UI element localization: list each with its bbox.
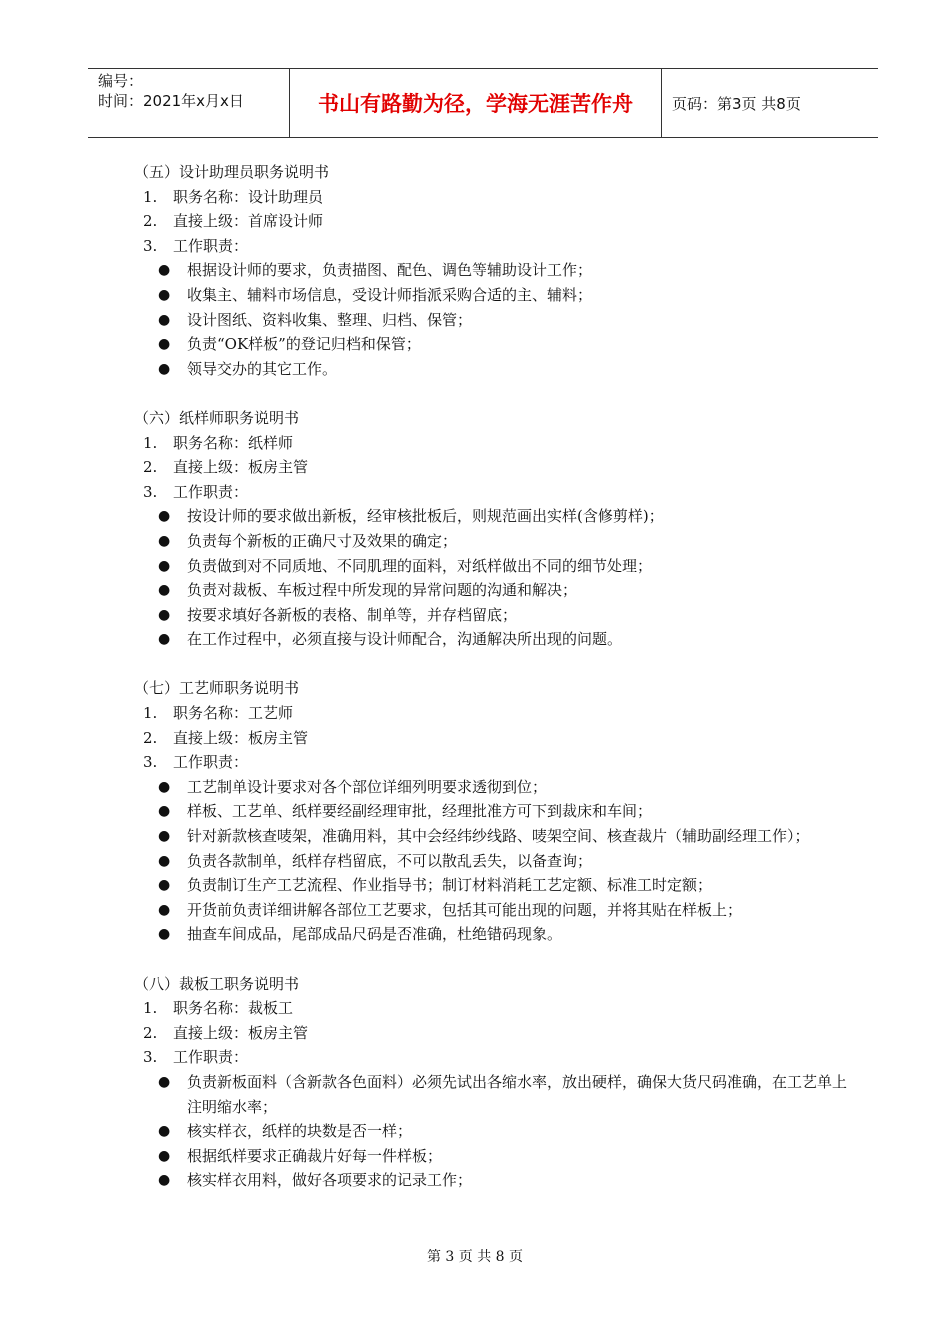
bullet-icon: ● [158,360,171,377]
bullet-item: ● 负责新板面料（含新款各色面料）必须先试出各缩水率，放出硬样，确保大货尺码准确，在工艺单上注明缩水率； [134,1070,854,1119]
bullet-icon: ● [158,901,171,918]
header-motto: 书山有路勤为径，学海无涯苦作舟 [290,69,662,137]
numbered-item: 2. 直接上级：板房主管 [143,458,309,477]
bullet-icon: ● [158,877,171,894]
page-header [88,68,878,138]
numbered-item: 2. 直接上级：板房主管 [143,1023,309,1042]
numbered-item: 3. 工作职责： [143,753,249,772]
section-pattern-maker [134,406,854,652]
bullet-item: ● 根据纸样要求正确裁片好每一件样板； [134,1144,854,1169]
numbered-item: 1. 职务名称：裁板工 [143,999,294,1018]
bullet-icon: ● [158,1123,171,1140]
bullet-icon: ● [158,557,171,574]
header-page-info: 页码：第3页 共8页 [672,94,801,113]
numbered-item: 3. 工作职责： [143,236,249,255]
header-meta [88,69,290,137]
document-body [134,160,854,1218]
numbered-item: 3. 工作职责： [143,482,249,501]
bullet-icon: ● [158,1172,171,1189]
bullet-item: ● 在工作过程中，必须直接与设计师配合，沟通解决所出现的问题。 [134,627,854,652]
page-footer: 第 3 页 共 8 页 [426,1249,524,1265]
bullet-item: ● 负责“OK样板”的登记归档和保管； [134,332,854,357]
bullet-item: ● 样板、工艺单、纸样要经副经理审批，经理批准方可下到裁床和车间； [134,799,854,824]
serial-label: 编号： [98,72,144,90]
bullet-icon: ● [158,852,171,869]
bullet-item: ● 负责做到对不同质地、不同肌理的面料，对纸样做出不同的细节处理； [134,554,854,579]
numbered-item: 3. 工作职责： [143,1048,249,1067]
bullet-item: ● 核实样衣用料，做好各项要求的记录工作； [134,1168,854,1193]
section-technician [134,676,854,947]
bullet-item: ● 设计图纸、资料收集、整理、归档、保管； [134,308,854,333]
numbered-item: 1. 职务名称：纸样师 [143,433,294,452]
bullet-item: ● 根据设计师的要求，负责描图、配色、调色等辅助设计工作； [134,258,854,283]
bullet-icon: ● [158,606,171,623]
bullet-item: ● 负责每个新板的正确尺寸及效果的确定； [134,529,854,554]
bullet-icon: ● [158,262,171,279]
bullet-icon: ● [158,1147,171,1164]
bullet-icon: ● [158,336,171,353]
bullet-item: ● 按设计师的要求做出新板，经审核批板后，则规范画出实样(含修剪样)； [134,504,854,529]
bullet-item: ● 负责制订生产工艺流程、作业指导书；制订材料消耗工艺定额、标准工时定额； [134,873,854,898]
bullet-item: ● 开货前负责详细讲解各部位工艺要求，包括其可能出现的问题，并将其贴在样板上； [134,898,854,923]
bullet-icon: ● [158,508,171,525]
bullet-icon: ● [158,803,171,820]
bullet-item: ● 抽查车间成品，尾部成品尺码是否准确，杜绝错码现象。 [134,922,854,947]
bullet-icon: ● [158,631,171,648]
bullet-item: ● 领导交办的其它工作。 [134,357,854,382]
bullet-icon: ● [158,532,171,549]
section-design-assistant [134,160,854,381]
time-label: 时间：2021年x月x日 [98,92,244,110]
bullet-icon: ● [158,778,171,795]
numbered-item: 2. 直接上级：首席设计师 [143,212,324,231]
bullet-icon: ● [158,286,171,303]
bullet-icon: ● [158,311,171,328]
bullet-icon: ● [158,582,171,599]
numbered-item: 1. 职务名称：设计助理员 [143,187,324,206]
numbered-item: 2. 直接上级：板房主管 [143,728,309,747]
numbered-item: 1. 职务名称：工艺师 [143,704,294,723]
bullet-item: ● 针对新款核查唛架，准确用料，其中会经纬纱线路、唛架空间、核查裁片（辅助副经理工作）； [134,824,854,849]
bullet-item: ● 负责各款制单，纸样存档留底，不可以散乱丢失，以备查询； [134,849,854,874]
bullet-icon: ● [158,1073,171,1090]
bullet-item: ● 按要求填好各新板的表格、制单等，并存档留底； [134,603,854,628]
bullet-item: ● 工艺制单设计要求对各个部位详细列明要求透彻到位； [134,775,854,800]
bullet-item: ● 核实样衣，纸样的块数是否一样； [134,1119,854,1144]
bullet-icon: ● [158,828,171,845]
section-title: （五）设计助理员职务说明书 [134,163,330,181]
section-title: （六）纸样师职务说明书 [134,408,300,427]
section-title: （七）工艺师职务说明书 [134,679,300,698]
bullet-item: ● 负责对裁板、车板过程中所发现的异常问题的沟通和解决； [134,578,854,603]
section-sample-cutter [134,972,854,1193]
bullet-item: ● 收集主、辅料市场信息，受设计师指派采购合适的主、辅料； [134,283,854,308]
section-title: （八）裁板工职务说明书 [134,974,300,993]
bullet-icon: ● [158,926,171,943]
